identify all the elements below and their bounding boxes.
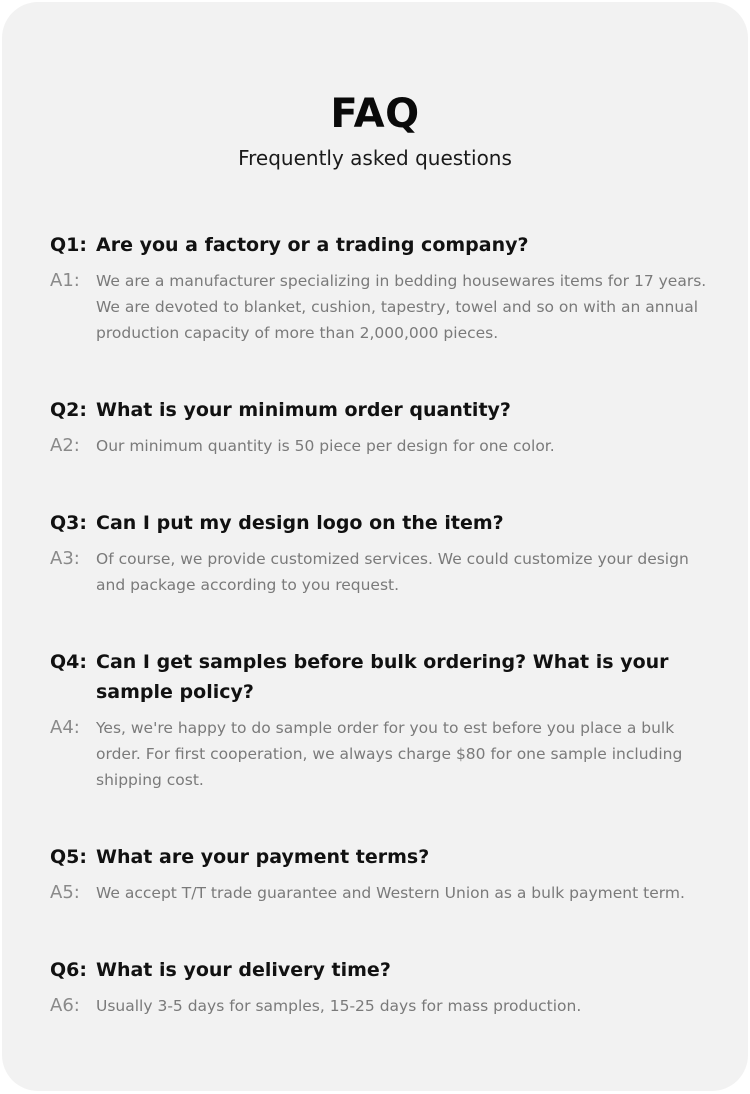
answer-text: Usually 3-5 days for samples, 15-25 days for mass production. <box>96 997 582 1015</box>
question-text: What is your delivery time? <box>96 959 391 981</box>
answer-number: A2: <box>50 435 80 456</box>
faq-item-1 <box>50 230 718 346</box>
question-text: Can I put my design logo on the item? <box>96 512 504 534</box>
question-number: Q1: <box>50 234 87 256</box>
answer-row <box>50 546 718 598</box>
faq-item-5 <box>50 842 718 906</box>
page-title: FAQ <box>330 91 420 137</box>
answer-number: A4: <box>50 717 80 738</box>
question-text: What is your minimum order quantity? <box>96 399 511 421</box>
answer-number: A1: <box>50 270 80 291</box>
question-number: Q2: <box>50 399 87 421</box>
answer-text: Yes, we're happy to do sample order for you to est before you place a bulk order. For first cooperation, we always charge $80 for one sample including shipping cost. <box>96 719 683 789</box>
page-subtitle: Frequently asked questions <box>238 146 512 170</box>
answer-number: A3: <box>50 548 80 569</box>
question-row <box>50 955 718 985</box>
faq-card <box>2 2 748 1091</box>
question-row <box>50 230 718 260</box>
answer-text: We accept T/T trade guarantee and Western Union as a bulk payment term. <box>96 884 685 902</box>
question-number: Q3: <box>50 512 87 534</box>
answer-text: Our minimum quantity is 50 piece per design for one color. <box>96 437 555 455</box>
question-text: What are your payment terms? <box>96 846 430 868</box>
faq-list <box>50 230 718 1019</box>
question-number: Q6: <box>50 959 87 981</box>
question-text: Can I get samples before bulk ordering? What is your sample policy? <box>96 651 669 703</box>
question-row <box>50 395 718 425</box>
answer-row <box>50 993 718 1019</box>
answer-number: A6: <box>50 995 80 1016</box>
answer-row <box>50 880 718 906</box>
faq-item-2 <box>50 395 718 459</box>
question-number: Q4: <box>50 651 87 673</box>
faq-item-3 <box>50 508 718 598</box>
answer-text: Of course, we provide customized services. We could customize your design and package according to you request. <box>96 550 689 594</box>
question-row <box>50 508 718 538</box>
question-row <box>50 647 718 707</box>
answer-row <box>50 715 718 793</box>
answer-row <box>50 433 718 459</box>
answer-text: We are a manufacturer specializing in bedding housewares items for 17 years. We are devoted to blanket, cushion, tapestry, towel and so on with an annual production capacity of more than 2,000,000 pieces. <box>96 272 707 342</box>
question-row <box>50 842 718 872</box>
answer-number: A5: <box>50 882 80 903</box>
faq-item-6 <box>50 955 718 1019</box>
faq-item-4 <box>50 647 718 793</box>
question-text: Are you a factory or a trading company? <box>96 234 529 256</box>
answer-row <box>50 268 718 346</box>
question-number: Q5: <box>50 846 87 868</box>
